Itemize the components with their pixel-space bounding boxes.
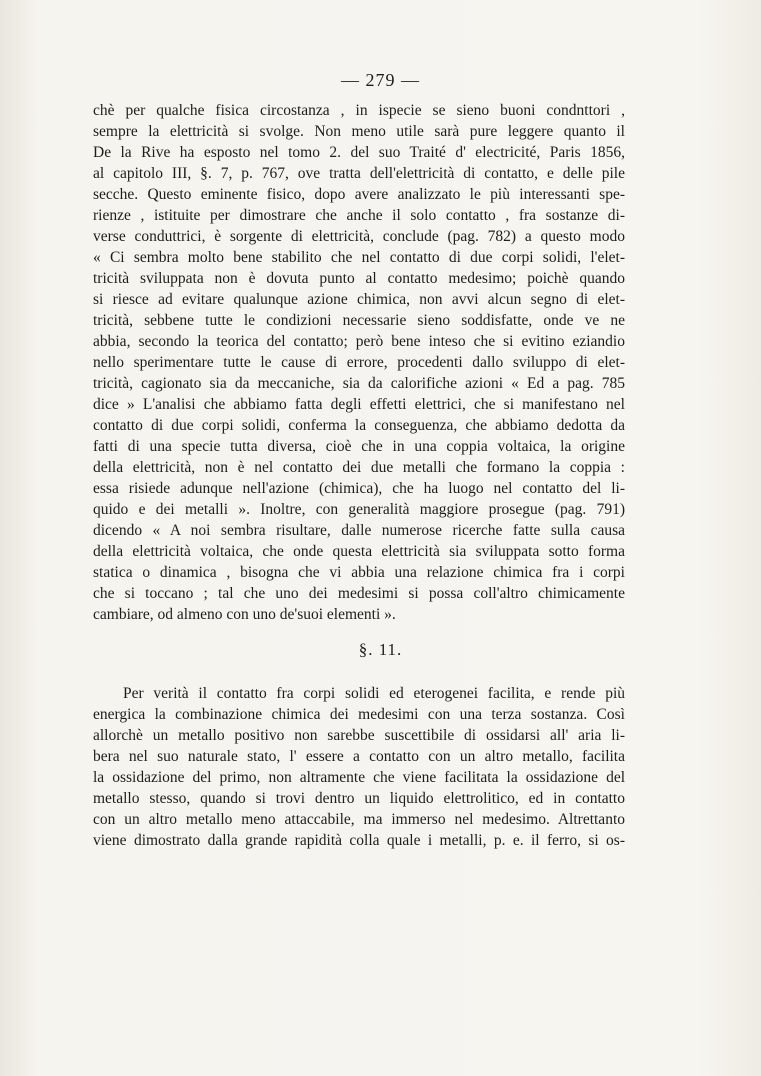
text-line: la ossidazione del primo, non altramente che viene facilitata la ossidazione del xyxy=(93,769,625,786)
text-line: statica o dinamica , bisogna che vi abbia una relazione chimica fra i corpi xyxy=(93,564,625,581)
text-line: « Ci sembra molto bene stabilito che nel contatto di due corpi solidi, l'elet- xyxy=(93,249,625,266)
text-line: rienze , istituite per dimostrare che anche il solo contatto , fra sostanze di- xyxy=(93,207,625,224)
text-line: nello sperimentare tutte le cause di errore, procedenti dallo sviluppo di elet- xyxy=(93,354,625,371)
text-line: fatti di una specie tutta diversa, cioè che in una coppia voltaica, la origine xyxy=(93,438,625,455)
text-line: tricità, sebbene tutte le condizioni necessarie sieno soddisfatte, onde ve ne xyxy=(93,312,625,329)
text-line: si riesce ad evitare qualunque azione chimica, non avvi alcun segno di elet- xyxy=(93,291,625,308)
text-line: tricità, cagionato sia da meccaniche, sia da calorifiche azioni « Ed a pag. 785 xyxy=(93,375,625,392)
text-line: Per verità il contatto fra corpi solidi ed eterogenei facilita, e rende più xyxy=(123,685,625,702)
text-line: quido e dei metalli ». Inoltre, con generalità maggiore prosegue (pag. 791) xyxy=(93,501,625,518)
text-line: secche. Questo eminente fisico, dopo avere analizzato le più interessanti spe- xyxy=(93,186,625,203)
text-line: essa risiede adunque nell'azione (chimica), che ha luogo nel contatto del li- xyxy=(93,480,625,497)
paragraph-2 xyxy=(93,683,625,851)
text-line: allorchè un metallo positivo non sarebbe suscettibile di ossidarsi all' aria li- xyxy=(93,727,625,744)
page-number: — 279 — xyxy=(341,70,420,90)
text-line: al capitolo III, §. 7, p. 767, ove tratta dell'elettricità di contatto, e delle pile xyxy=(93,165,625,182)
text-line: abbia, secondo la teorica del contatto; però bene inteso che si evitino eziandio xyxy=(93,333,625,350)
text-line: contatto di due corpi solidi, conferma la conseguenza, che abbiamo dedotta da xyxy=(93,417,625,434)
section-heading: §. 11. xyxy=(358,640,403,659)
text-line: sempre la elettricità si svolge. Non meno utile sarà pure leggere quanto il xyxy=(93,123,625,140)
text-line: che si toccano ; tal che uno dei medesimi si possa coll'altro chimicamente xyxy=(93,585,625,602)
text-line: con un altro metallo meno attaccabile, ma immerso nel medesimo. Altrettanto xyxy=(93,811,625,828)
text-line: verse conduttrici, è sorgente di elettricità, conclude (pag. 782) a questo modo xyxy=(93,228,625,245)
text-line: cambiare, od almeno con uno de'suoi elementi ». xyxy=(93,606,396,623)
text-line: metallo stesso, quando si trovi dentro un liquido elettrolitico, ed in contatto xyxy=(93,790,625,807)
text-line: della elettricità voltaica, che onde questa elettricità sia sviluppata sotto forma xyxy=(93,543,625,560)
text-line: energica la combinazione chimica dei medesimi con una terza sostanza. Così xyxy=(93,706,625,723)
text-line: dice » L'analisi che abbiamo fatta degli effetti elettrici, che si manifestano nel xyxy=(93,396,625,413)
text-line: bera nel suo naturale stato, l' essere a contatto con un altro metallo, facilita xyxy=(93,748,625,765)
text-line: della elettricità, non è nel contatto dei due metalli che formano la coppia : xyxy=(93,459,625,476)
text-line: dicendo « A noi sembra risultare, dalle numerose ricerche fatte sulla causa xyxy=(93,522,625,539)
text-line: chè per qualche fisica circostanza , in ispecie se sieno buoni condnttori , xyxy=(93,102,625,119)
text-line: viene dimostrato dalla grande rapidità colla quale i metalli, p. e. il ferro, si os- xyxy=(93,832,625,849)
text-line: De la Rive ha esposto nel tomo 2. del suo Traité d' electricité, Paris 1856, xyxy=(93,144,625,161)
paragraph-1 xyxy=(93,100,625,625)
text-line: tricità sviluppata non è dovuta punto al contatto medesimo; poichè quando xyxy=(93,270,625,287)
